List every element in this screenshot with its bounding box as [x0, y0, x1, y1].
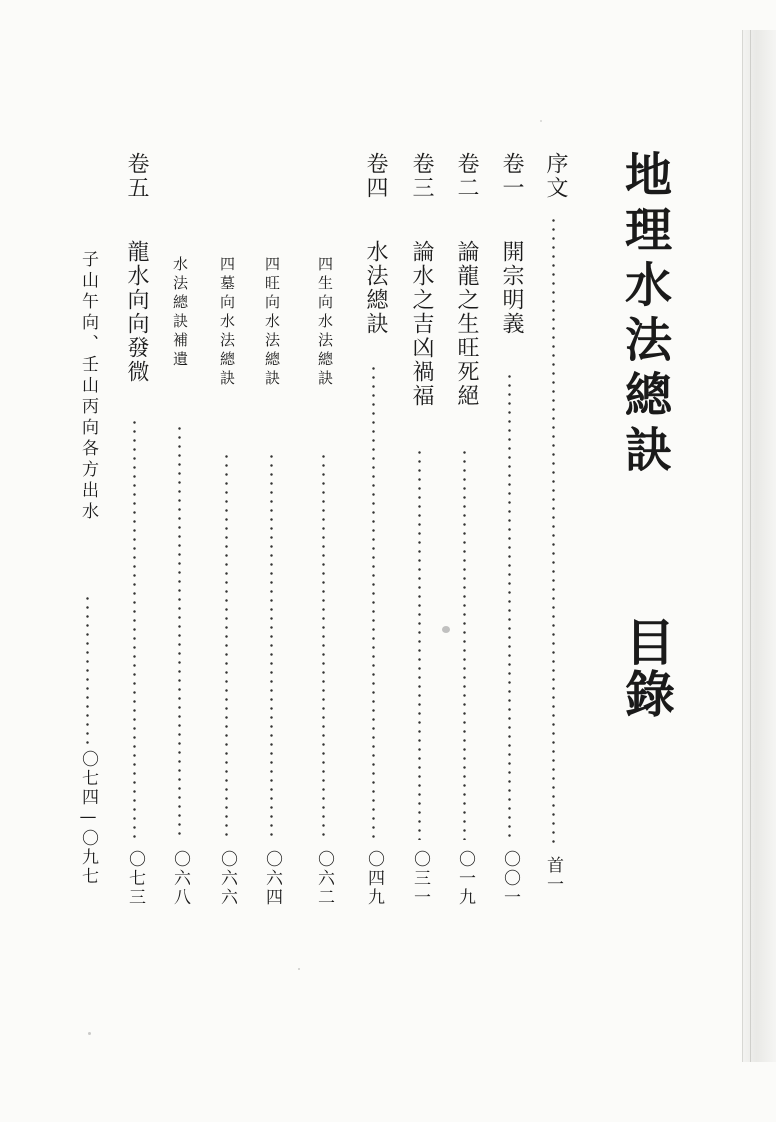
toc-title-vol1: 開宗明義: [499, 240, 524, 336]
toc-leader-dots: [178, 424, 181, 840]
scan-speck: [298, 968, 300, 970]
toc-page-vol3: 〇三一: [410, 850, 430, 907]
toc-leader-dots: [86, 594, 89, 744]
toc-page-vol1: 〇〇一: [500, 850, 520, 907]
toc-page-sub5: 〇七四—〇九七: [78, 750, 98, 886]
scan-speck: [442, 626, 450, 633]
toc-subtitle: 四旺向水法總訣: [263, 256, 281, 389]
toc-subtitle: 水法總訣補遺: [171, 256, 189, 370]
toc-leader-dots: [322, 452, 325, 840]
binding-line: [750, 30, 751, 1062]
toc-leader-dots: [372, 364, 375, 840]
toc-label-vol3: 卷三: [409, 152, 434, 200]
toc-page-vol4: 〇四九: [364, 850, 384, 907]
toc-page-vol2: 〇一九: [455, 850, 475, 907]
toc-label-preface: 序文: [543, 152, 568, 200]
toc-title-vol3: 論水之吉凶禍福: [409, 240, 434, 408]
toc-leader-dots: [225, 452, 228, 840]
toc-title-vol2: 論龍之生旺死絕: [454, 240, 479, 408]
toc-label-vol2: 卷二: [454, 152, 479, 200]
scan-speck: [540, 120, 542, 122]
toc-leader-dots: [133, 418, 136, 840]
binding-edge: [742, 30, 776, 1062]
toc-subtitle: 四生向水法總訣: [316, 256, 334, 389]
toc-page-sub3: 〇六六: [217, 850, 237, 907]
toc-subtitle: 子山午向、壬山丙向各方出水: [78, 250, 98, 523]
toc-leader-dots: [552, 216, 555, 846]
toc-title-vol5: 龍水向向發微: [124, 240, 149, 384]
toc-leader-dots: [508, 372, 511, 840]
toc-page-sub2: 〇六四: [262, 850, 282, 907]
toc-leader-dots: [418, 448, 421, 840]
toc-title-vol4: 水法總訣: [363, 240, 388, 336]
scan-speck: [88, 1032, 91, 1035]
toc-page-sub4: 〇六八: [170, 850, 190, 907]
toc-heading: 目錄: [617, 616, 676, 720]
toc-subtitle: 四墓向水法總訣: [218, 256, 236, 389]
toc-page-preface: 首一: [543, 856, 563, 894]
toc-leader-dots: [270, 452, 273, 840]
toc-label-vol5: 卷五: [124, 152, 149, 200]
toc-label-vol4: 卷四: [363, 152, 388, 200]
toc-label-vol1: 卷一: [499, 152, 524, 200]
toc-leader-dots: [463, 448, 466, 840]
toc-page-vol5: 〇七三: [125, 850, 145, 907]
book-title: 地理水法總訣: [617, 150, 672, 480]
toc-page-sub1: 〇六二: [314, 850, 334, 907]
